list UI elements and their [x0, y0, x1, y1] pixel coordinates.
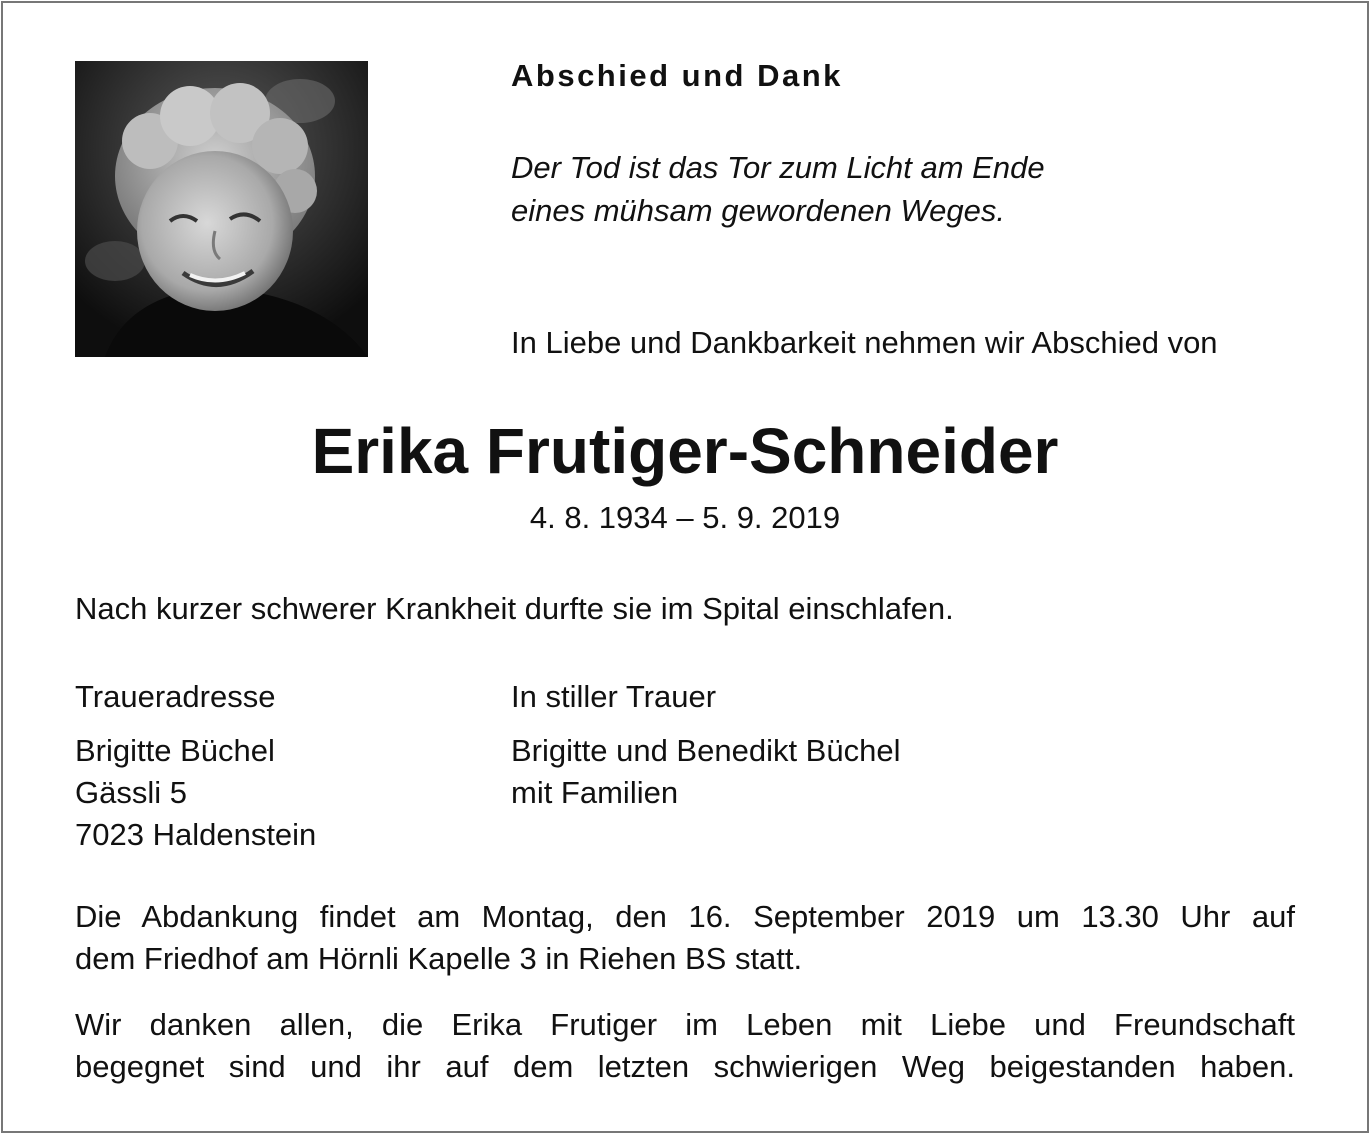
intro-text: In Liebe und Dankbarkeit nehmen wir Abschied von — [511, 325, 1218, 360]
heading: Abschied und Dank — [511, 58, 843, 93]
quote — [511, 146, 1045, 232]
thanks-line: begegnet sind und ihr auf dem letzten schwierigen Weg beigestanden haben. — [75, 1049, 1295, 1084]
mourners-label: In stiller Trauer — [511, 679, 717, 714]
quote-line: Der Tod ist das Tor zum Licht am Ende — [511, 150, 1045, 185]
service-line: dem Friedhof am Hörnli Kapelle 3 in Riehen BS statt. — [75, 941, 803, 976]
mourners-block — [511, 676, 900, 814]
life-dates: 4. 8. 1934 – 5. 9. 2019 — [529, 500, 841, 535]
thanks-paragraph — [75, 1004, 1295, 1088]
quote-line: eines mühsam gewordenen Weges. — [511, 193, 1005, 228]
service-paragraph — [75, 896, 1295, 980]
portrait-photo — [75, 61, 368, 357]
address-block — [75, 676, 316, 856]
mourners-line: mit Familien — [511, 775, 679, 810]
service-line: Die Abdankung findet am Montag, den 16. September 2019 um 13.30 Uhr auf — [75, 899, 1295, 934]
deceased-name: Erika Frutiger-Schneider — [311, 415, 1059, 487]
illness-text: Nach kurzer schwerer Krankheit durfte sie im Spital einschlafen. — [75, 591, 954, 626]
address-line: 7023 Haldenstein — [75, 817, 317, 852]
portrait-image — [75, 61, 368, 357]
mourners-line: Brigitte und Benedikt Büchel — [511, 733, 901, 768]
address-line: Gässli 5 — [75, 775, 187, 810]
address-line: Brigitte Büchel — [75, 733, 275, 768]
thanks-line: Wir danken allen, die Erika Frutiger im Leben mit Liebe und Freundschaft — [75, 1007, 1295, 1042]
address-label: Traueradresse — [75, 679, 276, 714]
